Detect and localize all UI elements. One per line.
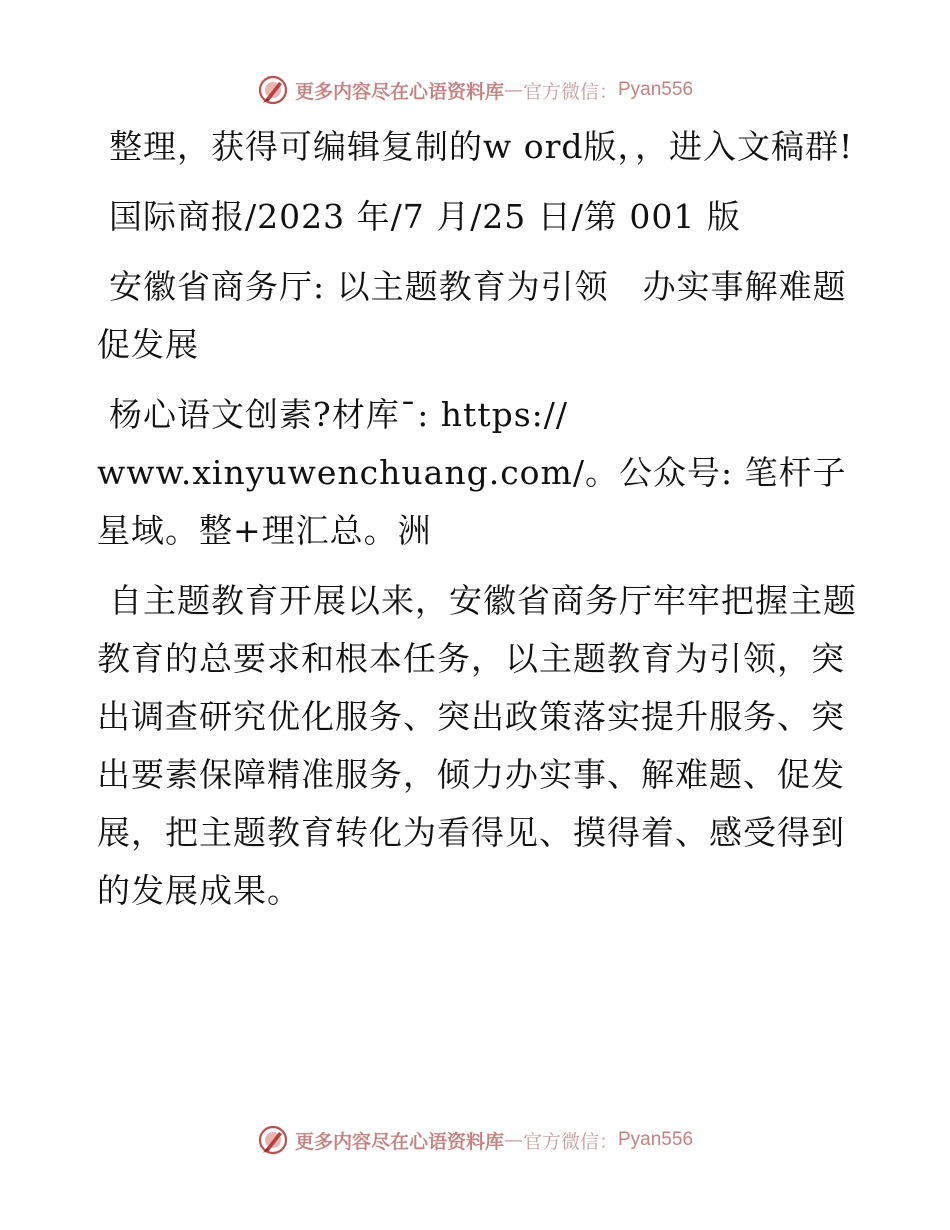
banner-wechat-id: Pyan556 — [618, 79, 694, 100]
banner-dash: — — [503, 79, 523, 101]
banner-wechat-label: 官方微信： — [522, 80, 618, 103]
banner-wechat-label: 官方微信： — [522, 1130, 618, 1153]
quill-logo-icon — [257, 1124, 289, 1156]
source-notice-paragraph: 杨心语文创素?材库¯: https:// www.xinyuwenchuang.com/。公众号: 笔杆子星域。整+理汇总。洲 — [97, 395, 847, 550]
quill-logo-icon — [257, 74, 289, 106]
intro-paragraph: 整理，获得可编辑复制的w ord版，，进入文稿群! — [109, 127, 854, 166]
source-line: 国际商报/2023 年/7 月/25 日/第 001 版 — [109, 197, 741, 236]
article-title: 安徽省商务厅: 以主题教育为引领 办实事解难题促发展 — [97, 267, 847, 364]
banner-dash: — — [503, 1129, 523, 1151]
footer-watermark-banner — [0, 1120, 950, 1160]
banner-site-text: 更多内容尽在心语资料库 — [294, 1130, 504, 1153]
header-watermark-banner — [0, 70, 950, 110]
banner-wechat-id: Pyan556 — [618, 1129, 694, 1150]
body-paragraph: 自主题教育开展以来，安徽省商务厅牢牢把握主题教育的总要求和根本任务，以主题教育为引领，突出调查研究优化服务、突出政策落实提升服务、突出要素保障精准服务，倾力办实事、解难题、促发展，把主题教育转化为看得见、摸得着、感受得到的发展成果。 — [97, 581, 857, 910]
banner-site-text: 更多内容尽在心语资料库 — [294, 80, 504, 103]
document-body — [97, 118, 857, 932]
